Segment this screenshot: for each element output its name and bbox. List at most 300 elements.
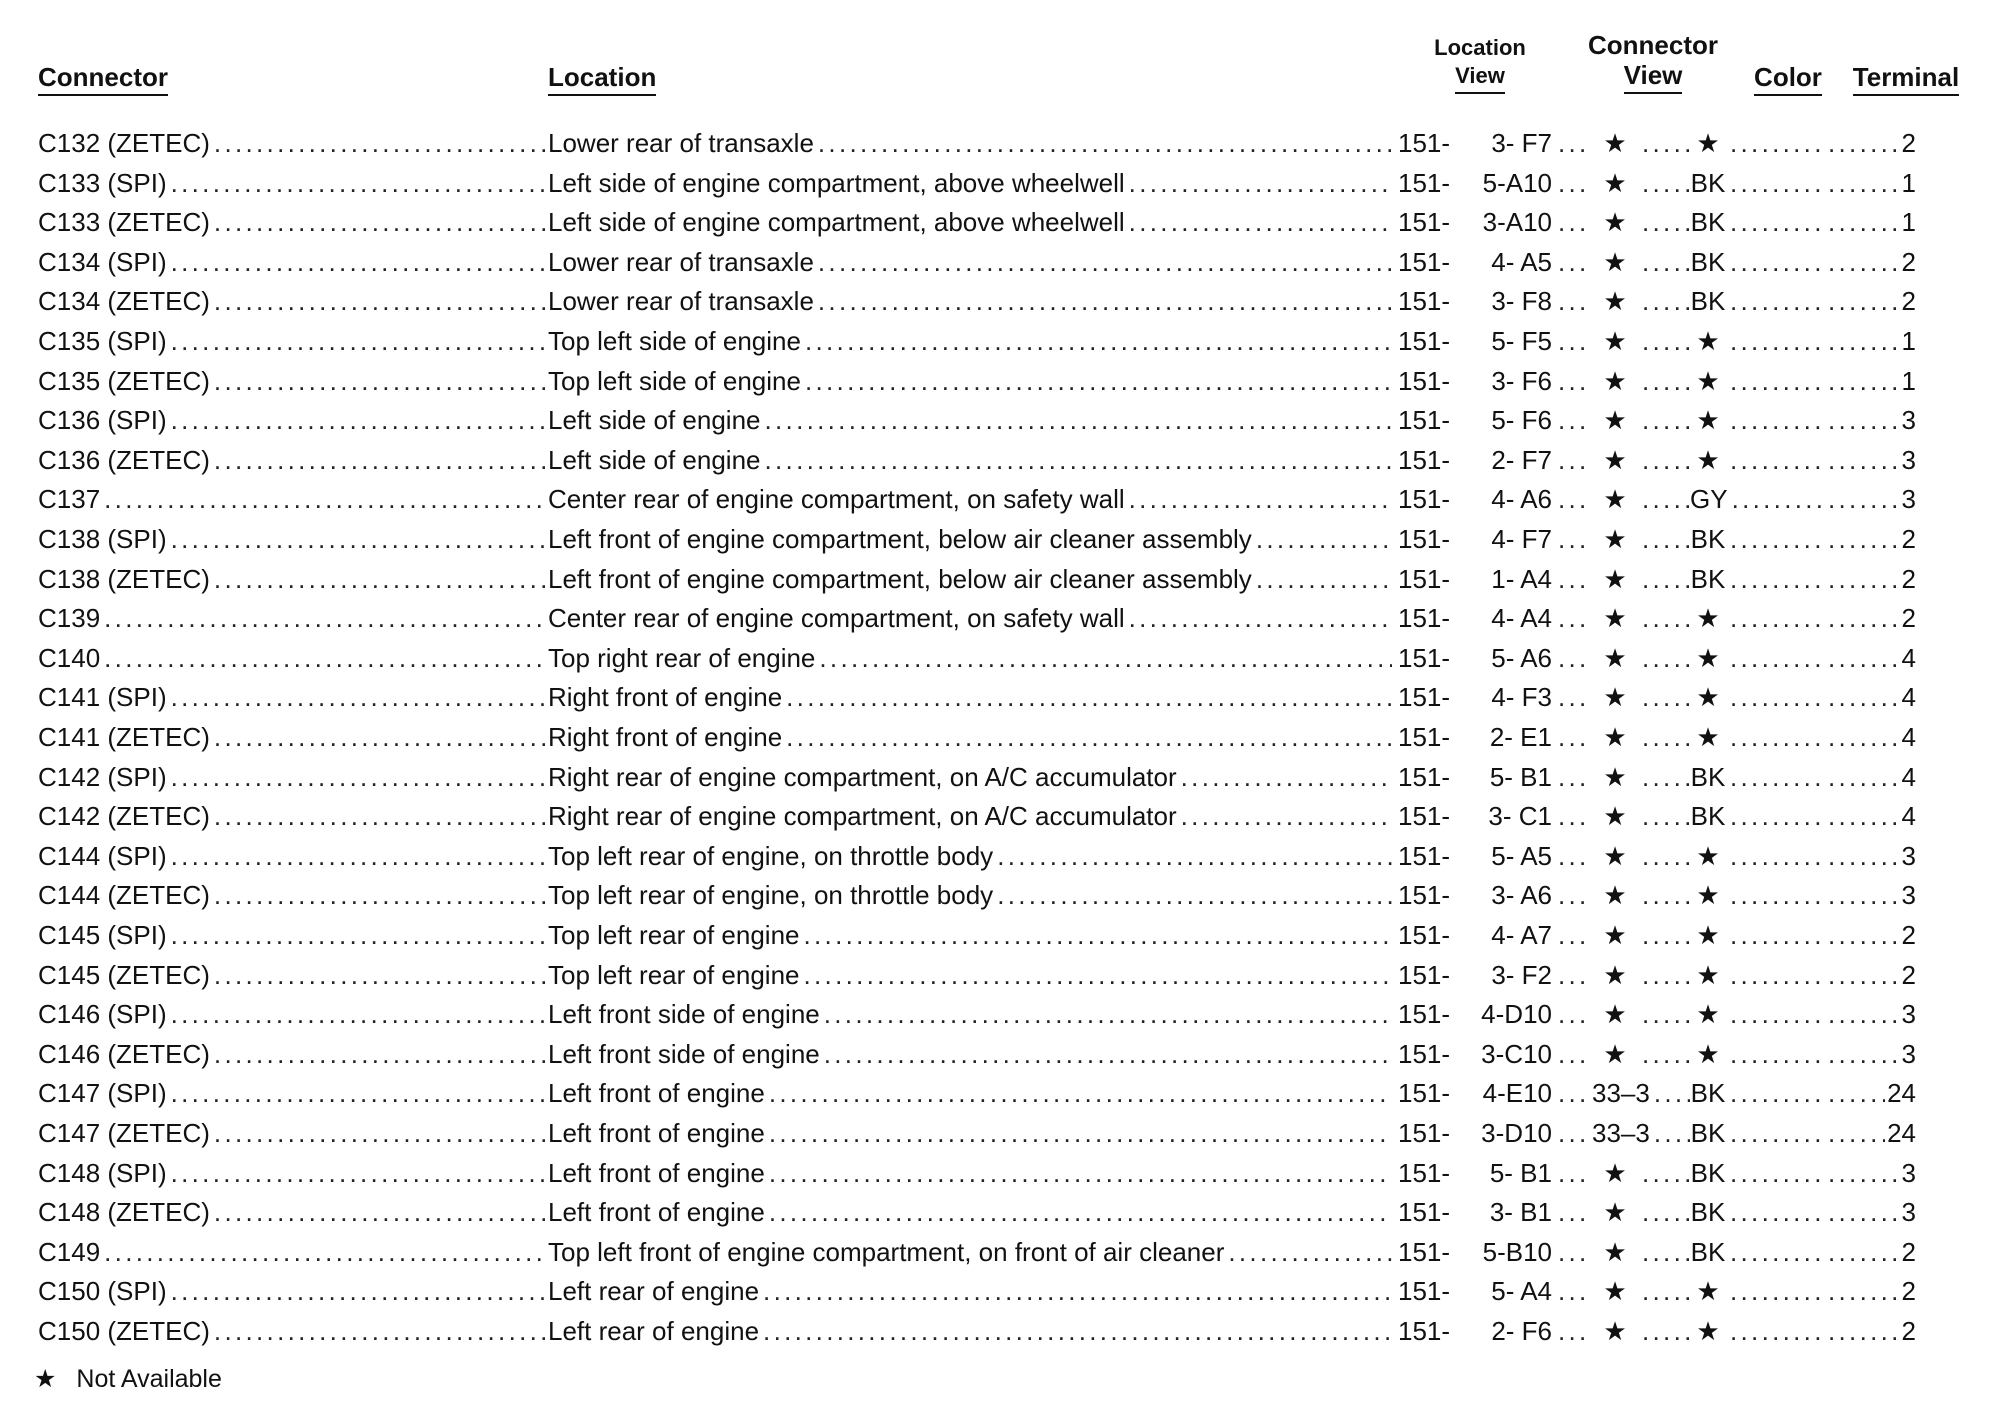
header-location: [548, 62, 656, 96]
footer-note-text: Not Available: [76, 1365, 222, 1393]
connector-view-cell: [1552, 796, 1690, 836]
connector-view-cell: [1552, 955, 1690, 995]
location-text: Top left rear of engine, on throttle body: [548, 880, 994, 911]
terminal-cell: [1826, 994, 1916, 1034]
leader-dots: [1638, 321, 1690, 361]
location-view-prefix: 151-: [1398, 999, 1451, 1030]
leader-dots: [1638, 440, 1690, 480]
connector-view-cell: [1552, 559, 1690, 599]
leader-dots: [1552, 955, 1592, 995]
leader-dots: [1638, 281, 1690, 321]
location-view-code: 5- B1: [1489, 761, 1552, 792]
connector-view-cell: [1552, 440, 1690, 480]
leader-dots: [167, 519, 548, 559]
color-cell: [1690, 994, 1826, 1034]
location-text: Left side of engine compartment, above wheelwell: [548, 167, 1125, 198]
leader-dots: [1638, 1232, 1690, 1272]
location-view-code: 3- F8: [1491, 286, 1552, 317]
location-view-code: 2- F6: [1491, 1316, 1552, 1346]
terminal-count: 2: [1900, 915, 1916, 955]
leader-dots: [1726, 361, 1826, 401]
leader-dots: [100, 1232, 548, 1272]
location-cell: [548, 1073, 1392, 1113]
location-text: Right front of engine: [548, 682, 783, 713]
connector-view-value: ★: [1603, 603, 1627, 634]
location-text: Top left rear of engine, on throttle body: [548, 840, 994, 871]
color-value: ★: [1696, 1276, 1720, 1307]
terminal-count: 3: [1900, 1192, 1916, 1232]
leader-dots: [1552, 677, 1592, 717]
location-text: Left front of engine: [548, 1157, 765, 1188]
location-view-code: 5- A5: [1491, 840, 1552, 871]
leader-dots: [782, 677, 1392, 717]
connector-cell: [38, 994, 548, 1034]
connector-view-value: ★: [1603, 207, 1627, 238]
terminal-cell: [1826, 677, 1916, 717]
location-cell: [548, 321, 1392, 361]
connector-id: C144 (SPI): [38, 840, 167, 871]
location-text: Left rear of engine: [548, 1276, 760, 1307]
leader-dots: [1552, 1192, 1592, 1232]
location-view-code: 5-B10: [1482, 1236, 1552, 1267]
connector-id: C135 (ZETEC): [38, 365, 210, 396]
leader-dots: [1638, 757, 1690, 797]
leader-dots: [1552, 994, 1592, 1034]
connector-id: C138 (SPI): [38, 524, 167, 554]
terminal-cell: [1826, 757, 1916, 797]
connector-view-value: ★: [1603, 1276, 1627, 1307]
connector-cell: [38, 1232, 548, 1272]
table-row: [0, 757, 1998, 797]
connector-view-value: ★: [1603, 1316, 1627, 1346]
leader-dots: [1726, 1271, 1826, 1311]
leader-dots: [1638, 1192, 1690, 1232]
connector-view-cell: [1552, 479, 1690, 519]
leader-dots: [1552, 915, 1592, 955]
table-row: [0, 559, 1998, 599]
connector-id: C144 (ZETEC): [38, 880, 210, 911]
leader-dots: [1552, 440, 1592, 480]
table-row: [0, 242, 1998, 282]
location-view-prefix: 151-: [1398, 524, 1451, 554]
location-view-code: 5- F5: [1491, 326, 1552, 356]
connector-view-cell: [1552, 1073, 1690, 1113]
connector-view-cell: [1552, 400, 1690, 440]
connector-cell: [38, 361, 548, 401]
leader-dots: [100, 598, 548, 638]
leader-dots: [210, 717, 548, 757]
location-view-prefix: 151-: [1398, 1236, 1451, 1267]
color-value: BK: [1690, 563, 1726, 594]
terminal-count: 2: [1900, 242, 1916, 282]
leader-dots: [1638, 955, 1690, 995]
leader-dots: [1552, 875, 1592, 915]
location-cell: [548, 598, 1392, 638]
terminal-count: 4: [1900, 717, 1916, 757]
leader-dots: [1638, 479, 1690, 519]
leader-dots: [759, 1311, 1392, 1351]
terminal-cell: [1826, 123, 1916, 163]
terminal-cell: [1826, 598, 1916, 638]
location-text: Lower rear of transaxle: [548, 128, 814, 158]
connector-view-value: ★: [1603, 682, 1627, 713]
leader-dots: [210, 875, 548, 915]
leader-dots: [1552, 1034, 1592, 1074]
leader-dots: [1726, 242, 1826, 282]
connector-id: C146 (ZETEC): [38, 1038, 210, 1069]
location-text: Right rear of engine compartment, on A/C accumulator: [548, 801, 1177, 832]
location-view-code: 4- A5: [1491, 246, 1552, 277]
header-connector-view-line1: Connector: [1588, 30, 1718, 60]
location-text: Top right rear of engine: [548, 642, 816, 673]
connector-cell: [38, 915, 548, 955]
terminal-count: 4: [1900, 638, 1916, 678]
location-view-prefix: 151-: [1398, 1276, 1451, 1307]
color-value: ★: [1696, 365, 1720, 396]
connector-view-cell: [1552, 1271, 1690, 1311]
table-row: [0, 479, 1998, 519]
table-row: [0, 163, 1998, 203]
location-view-prefix: 151-: [1398, 246, 1451, 277]
connector-view-value: ★: [1603, 959, 1627, 990]
leader-dots: [210, 1192, 548, 1232]
leader-dots: [210, 123, 548, 163]
connector-view-cell: [1552, 361, 1690, 401]
header-location-view: [1420, 34, 1540, 94]
terminal-count: 2: [1900, 955, 1916, 995]
connector-cell: [38, 242, 548, 282]
color-value: ★: [1696, 326, 1720, 356]
leader-dots: [1726, 1073, 1826, 1113]
leader-dots: [1552, 202, 1592, 242]
leader-dots: [761, 400, 1393, 440]
connector-view-value: ★: [1603, 246, 1627, 277]
connector-view-cell: [1552, 1113, 1690, 1153]
terminal-cell: [1826, 163, 1916, 203]
terminal-cell: [1826, 1034, 1916, 1074]
connector-view-cell: [1552, 717, 1690, 757]
leader-dots: [1638, 202, 1690, 242]
location-view-code: 3- F2: [1491, 959, 1552, 990]
leader-dots: [167, 163, 548, 203]
connector-view-value: ★: [1603, 1236, 1627, 1267]
connector-id: C142 (ZETEC): [38, 801, 210, 832]
location-view-prefix: 151-: [1398, 920, 1451, 950]
leader-dots: [1638, 915, 1690, 955]
leader-dots: [167, 321, 548, 361]
location-cell: [548, 836, 1392, 876]
location-cell: [548, 1192, 1392, 1232]
location-view-code: 3- C1: [1488, 801, 1552, 832]
terminal-cell: [1826, 1153, 1916, 1193]
leader-dots: [167, 677, 548, 717]
color-cell: [1690, 796, 1826, 836]
connector-view-value: ★: [1603, 801, 1627, 832]
location-cell: [548, 242, 1392, 282]
leader-dots: [1638, 123, 1690, 163]
terminal-cell: [1826, 559, 1916, 599]
leader-dots: [1552, 836, 1592, 876]
color-cell: [1690, 400, 1826, 440]
color-cell: [1690, 242, 1826, 282]
color-cell: [1690, 163, 1826, 203]
table-row: [0, 1073, 1998, 1113]
connector-id: C138 (ZETEC): [38, 563, 210, 594]
leader-dots: [1726, 1311, 1826, 1351]
connector-cell: [38, 321, 548, 361]
leader-dots: [820, 994, 1392, 1034]
color-value: ★: [1696, 1316, 1720, 1346]
location-view-code: 4- F7: [1491, 524, 1552, 554]
connector-cell: [38, 163, 548, 203]
color-cell: [1690, 836, 1826, 876]
table-row: [0, 1192, 1998, 1232]
leader-dots: [1552, 1271, 1592, 1311]
location-view-prefix: 151-: [1398, 801, 1451, 832]
color-cell: [1690, 677, 1826, 717]
leader-dots: [1638, 1271, 1690, 1311]
leader-dots: [1552, 519, 1592, 559]
location-cell: [548, 123, 1392, 163]
location-view-code: 4- A4: [1491, 603, 1552, 634]
color-value: BK: [1690, 1118, 1726, 1148]
connector-view-value: ★: [1603, 286, 1627, 317]
leader-dots: [1638, 559, 1690, 599]
terminal-cell: [1826, 1192, 1916, 1232]
leader-dots: [1177, 757, 1392, 797]
location-view-prefix: 151-: [1398, 1118, 1451, 1148]
leader-dots: [210, 796, 548, 836]
leader-dots: [1552, 757, 1592, 797]
leader-dots: [765, 1073, 1392, 1113]
location-cell: [548, 955, 1392, 995]
terminal-cell: [1826, 1271, 1916, 1311]
connector-view-cell: [1552, 123, 1690, 163]
connector-cell: [38, 638, 548, 678]
connector-view-value: 33–3: [1592, 1078, 1650, 1109]
footer-note: [34, 1362, 222, 1396]
leader-dots: [1638, 598, 1690, 638]
connector-id: C139: [38, 603, 101, 634]
connector-view-value: ★: [1603, 999, 1627, 1030]
terminal-count: 1: [1900, 163, 1916, 203]
table-row: [0, 321, 1998, 361]
connector-id: C147 (SPI): [38, 1078, 167, 1109]
color-cell: [1690, 757, 1826, 797]
leader-dots: [210, 281, 548, 321]
table-row: [0, 202, 1998, 242]
color-value: ★: [1696, 603, 1720, 634]
header-terminal-label: Terminal: [1853, 62, 1959, 96]
table-row: [0, 994, 1998, 1034]
location-cell: [548, 757, 1392, 797]
color-cell: [1690, 875, 1826, 915]
terminal-cell: [1826, 400, 1916, 440]
color-value: BK: [1690, 246, 1726, 277]
terminal-cell: [1826, 717, 1916, 757]
terminal-cell: [1826, 242, 1916, 282]
connector-cell: [38, 123, 548, 163]
location-view-prefix: 151-: [1398, 761, 1451, 792]
terminal-cell: [1826, 875, 1916, 915]
location-view-code: 5- A4: [1491, 1276, 1552, 1307]
connector-view-cell: [1552, 1311, 1690, 1351]
connector-view-cell: [1552, 281, 1690, 321]
terminal-count: 2: [1900, 1271, 1916, 1311]
terminal-count: 2: [1900, 519, 1916, 559]
location-view-prefix: 151-: [1398, 286, 1451, 317]
terminal-count: 3: [1900, 875, 1916, 915]
location-view-prefix: 151-: [1398, 603, 1451, 634]
terminal-count: 2: [1900, 1232, 1916, 1272]
location-cell: [548, 1232, 1392, 1272]
connector-id: C133 (ZETEC): [38, 207, 210, 238]
connector-view-cell: [1552, 875, 1690, 915]
header-connector-label: Connector: [38, 62, 168, 96]
terminal-count: 3: [1900, 1153, 1916, 1193]
location-view-prefix: 151-: [1398, 128, 1451, 158]
leader-dots: [1726, 638, 1826, 678]
leader-dots: [1726, 757, 1826, 797]
location-text: Center rear of engine compartment, on safety wall: [548, 603, 1125, 634]
location-view-prefix: 151-: [1398, 1038, 1451, 1069]
connector-id: C134 (ZETEC): [38, 286, 210, 317]
location-cell: [548, 994, 1392, 1034]
color-cell: [1690, 321, 1826, 361]
connector-cell: [38, 1271, 548, 1311]
table-row: [0, 598, 1998, 638]
color-cell: [1690, 1113, 1826, 1153]
color-value: BK: [1690, 524, 1726, 554]
color-value: BK: [1690, 1078, 1726, 1109]
leader-dots: [1252, 519, 1392, 559]
table-row: [0, 361, 1998, 401]
terminal-count: 1: [1900, 361, 1916, 401]
location-cell: [548, 559, 1392, 599]
location-text: Left front side of engine: [548, 999, 820, 1030]
connector-view-cell: [1552, 202, 1690, 242]
terminal-count: 2: [1900, 598, 1916, 638]
location-cell: [548, 915, 1392, 955]
location-text: Left front of engine compartment, below air cleaner assembly: [548, 563, 1252, 594]
location-view-prefix: 151-: [1398, 1157, 1451, 1188]
terminal-count: 2: [1900, 1311, 1916, 1351]
connector-cell: [38, 875, 548, 915]
location-text: Left front side of engine: [548, 1038, 820, 1069]
leader-dots: [1726, 1113, 1826, 1153]
connector-cell: [38, 677, 548, 717]
terminal-count: 4: [1900, 677, 1916, 717]
leader-dots: [1552, 163, 1592, 203]
connector-cell: [38, 281, 548, 321]
leader-dots: [1552, 638, 1592, 678]
location-text: Right rear of engine compartment, on A/C accumulator: [548, 761, 1177, 792]
color-value: ★: [1696, 682, 1720, 713]
connector-cell: [38, 559, 548, 599]
leader-dots: [1726, 717, 1826, 757]
leader-dots: [1638, 242, 1690, 282]
header-location-view-line1: Location: [1434, 35, 1526, 60]
location-view-code: 1- A4: [1491, 563, 1552, 594]
location-cell: [548, 875, 1392, 915]
connector-view-cell: [1552, 598, 1690, 638]
location-text: Left side of engine: [548, 444, 761, 475]
table-row: [0, 836, 1998, 876]
leader-dots: [1252, 559, 1392, 599]
color-value: ★: [1696, 840, 1720, 871]
color-cell: [1690, 479, 1826, 519]
leader-dots: [1552, 1113, 1592, 1153]
leader-dots: [1638, 796, 1690, 836]
location-text: Left side of engine: [548, 405, 761, 436]
connector-view-value: ★: [1603, 642, 1627, 673]
connector-view-value: ★: [1603, 484, 1627, 515]
location-view-prefix: 151-: [1398, 880, 1451, 911]
connector-cell: [38, 400, 548, 440]
leader-dots: [1552, 400, 1592, 440]
location-view-prefix: 151-: [1398, 959, 1451, 990]
color-cell: [1690, 1153, 1826, 1193]
location-view-prefix: 151-: [1398, 167, 1451, 198]
connector-view-cell: [1552, 638, 1690, 678]
connector-view-cell: [1552, 994, 1690, 1034]
color-value: ★: [1696, 1038, 1720, 1069]
leader-dots: [1728, 479, 1826, 519]
leader-dots: [1638, 836, 1690, 876]
connector-view-cell: [1552, 242, 1690, 282]
connector-id: C141 (ZETEC): [38, 722, 210, 752]
leader-dots: [814, 123, 1392, 163]
connector-id: C145 (SPI): [38, 920, 167, 950]
header-connector-view: [1580, 30, 1726, 94]
location-text: Top left rear of engine: [548, 959, 800, 990]
leader-dots: [1552, 1311, 1592, 1351]
leader-dots: [1552, 796, 1592, 836]
location-cell: [548, 400, 1392, 440]
location-view-code: 5-A10: [1482, 167, 1552, 198]
color-value: ★: [1696, 880, 1720, 911]
color-value: ★: [1696, 722, 1720, 752]
connector-view-cell: [1552, 677, 1690, 717]
header-location-label: Location: [548, 62, 656, 96]
leader-dots: [1552, 321, 1592, 361]
leader-dots: [167, 400, 548, 440]
terminal-cell: [1826, 440, 1916, 480]
table-row: [0, 955, 1998, 995]
star-icon: ★: [34, 1365, 57, 1393]
leader-dots: [1552, 281, 1592, 321]
leader-dots: [801, 361, 1392, 401]
color-cell: [1690, 955, 1826, 995]
location-view-code: 2- E1: [1489, 722, 1552, 752]
leader-dots: [1638, 638, 1690, 678]
connector-cell: [38, 479, 548, 519]
leader-dots: [100, 638, 548, 678]
location-view-prefix: 151-: [1398, 365, 1451, 396]
connector-cell: [38, 440, 548, 480]
color-cell: [1690, 123, 1826, 163]
location-view-prefix: 151-: [1398, 484, 1451, 515]
connector-cell: [38, 598, 548, 638]
connector-id: C146 (SPI): [38, 999, 167, 1030]
connector-view-value: ★: [1603, 722, 1627, 752]
terminal-count: 4: [1900, 796, 1916, 836]
table-row: [0, 915, 1998, 955]
leader-dots: [1726, 1232, 1826, 1272]
connector-view-cell: [1552, 519, 1690, 559]
location-view-code: 3- B1: [1489, 1197, 1552, 1228]
leader-dots: [210, 1113, 548, 1153]
